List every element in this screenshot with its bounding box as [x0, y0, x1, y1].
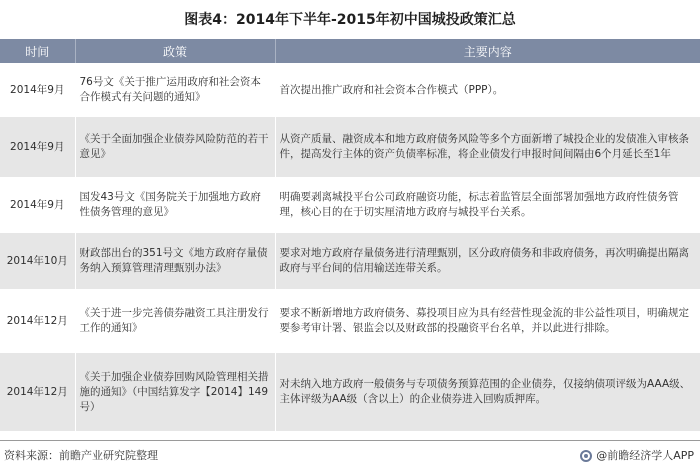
- row-time: 2014年9月: [0, 177, 75, 233]
- header-content: 主要内容: [275, 39, 700, 63]
- row-policy: 76号文《关于推广运用政府和社会资本合作模式有关问题的通知》: [75, 63, 275, 117]
- qianzhan-logo-icon: [580, 450, 592, 462]
- table-header-row: [0, 39, 700, 63]
- table-row: [0, 353, 700, 431]
- brand-credit: [580, 446, 694, 466]
- row-content: 对未纳入地方政府一般债务与专项债务预算范围的企业债券，仅接纳债项评级为AAA级、主体评级为AA级（含以上）的企业债券进入回购质押库。: [275, 353, 700, 431]
- row-policy: 《关于进一步完善债券融资工具注册发行工作的通知》: [75, 289, 275, 353]
- row-content: 要求对地方政府存量债务进行清理甄别，区分政府债务和非政府债务，再次明确提出隔离政府与平台间的信用输送连带关系。: [275, 233, 700, 289]
- row-time: 2014年9月: [0, 63, 75, 117]
- row-content: 明确要剥离城投平台公司政府融资功能，标志着监管层全面部署加强地方政府性债务管理，核心目的在于切实厘清地方政府与城投平台关系。: [275, 177, 700, 233]
- header-policy: 政策: [75, 39, 275, 63]
- row-policy: 《关于全面加强企业债券风险防范的若干意见》: [75, 117, 275, 177]
- row-policy: 财政部出台的351号文《地方政府存量债务纳入预算管理清理甄别办法》: [75, 233, 275, 289]
- table-row: [0, 289, 700, 353]
- table-row: [0, 117, 700, 177]
- row-content: 要求不断新增地方政府债务、募投项目应为具有经营性现金流的非公益性项目，明确规定要参考审计署、银监会以及财政部的投融资平台名单，并以此进行排除。: [275, 289, 700, 353]
- policy-table: [0, 39, 700, 431]
- row-policy: 《关于加强企业债券回购风险管理相关措施的通知》（中国结算发字【2014】149号）: [75, 353, 275, 431]
- row-policy: 国发43号文《国务院关于加强地方政府性债务管理的意见》: [75, 177, 275, 233]
- header-time: 时间: [0, 39, 75, 63]
- chart-title: 图表4：2014年下半年-2015年初中国城投政策汇总: [184, 12, 516, 28]
- brand-text: @前瞻经济学人APP: [596, 449, 694, 462]
- row-time: 2014年12月: [0, 353, 75, 431]
- row-time: 2014年9月: [0, 117, 75, 177]
- table-row: [0, 233, 700, 289]
- source-note: 资料来源：前瞻产业研究院整理: [4, 449, 158, 462]
- row-time: 2014年10月: [0, 233, 75, 289]
- table-row: [0, 177, 700, 233]
- footer-divider: [0, 440, 700, 441]
- row-time: 2014年12月: [0, 289, 75, 353]
- row-content: 首次提出推广政府和社会资本合作模式（PPP）。: [275, 63, 700, 117]
- row-content: 从资产质量、融资成本和地方政府债务风险等多个方面新增了城投企业的发债准入审核条件，提高发行主体的资产负债率标准，将企业债发行申报时间间隔由6个月延长至1年: [275, 117, 700, 177]
- table-row: [0, 63, 700, 117]
